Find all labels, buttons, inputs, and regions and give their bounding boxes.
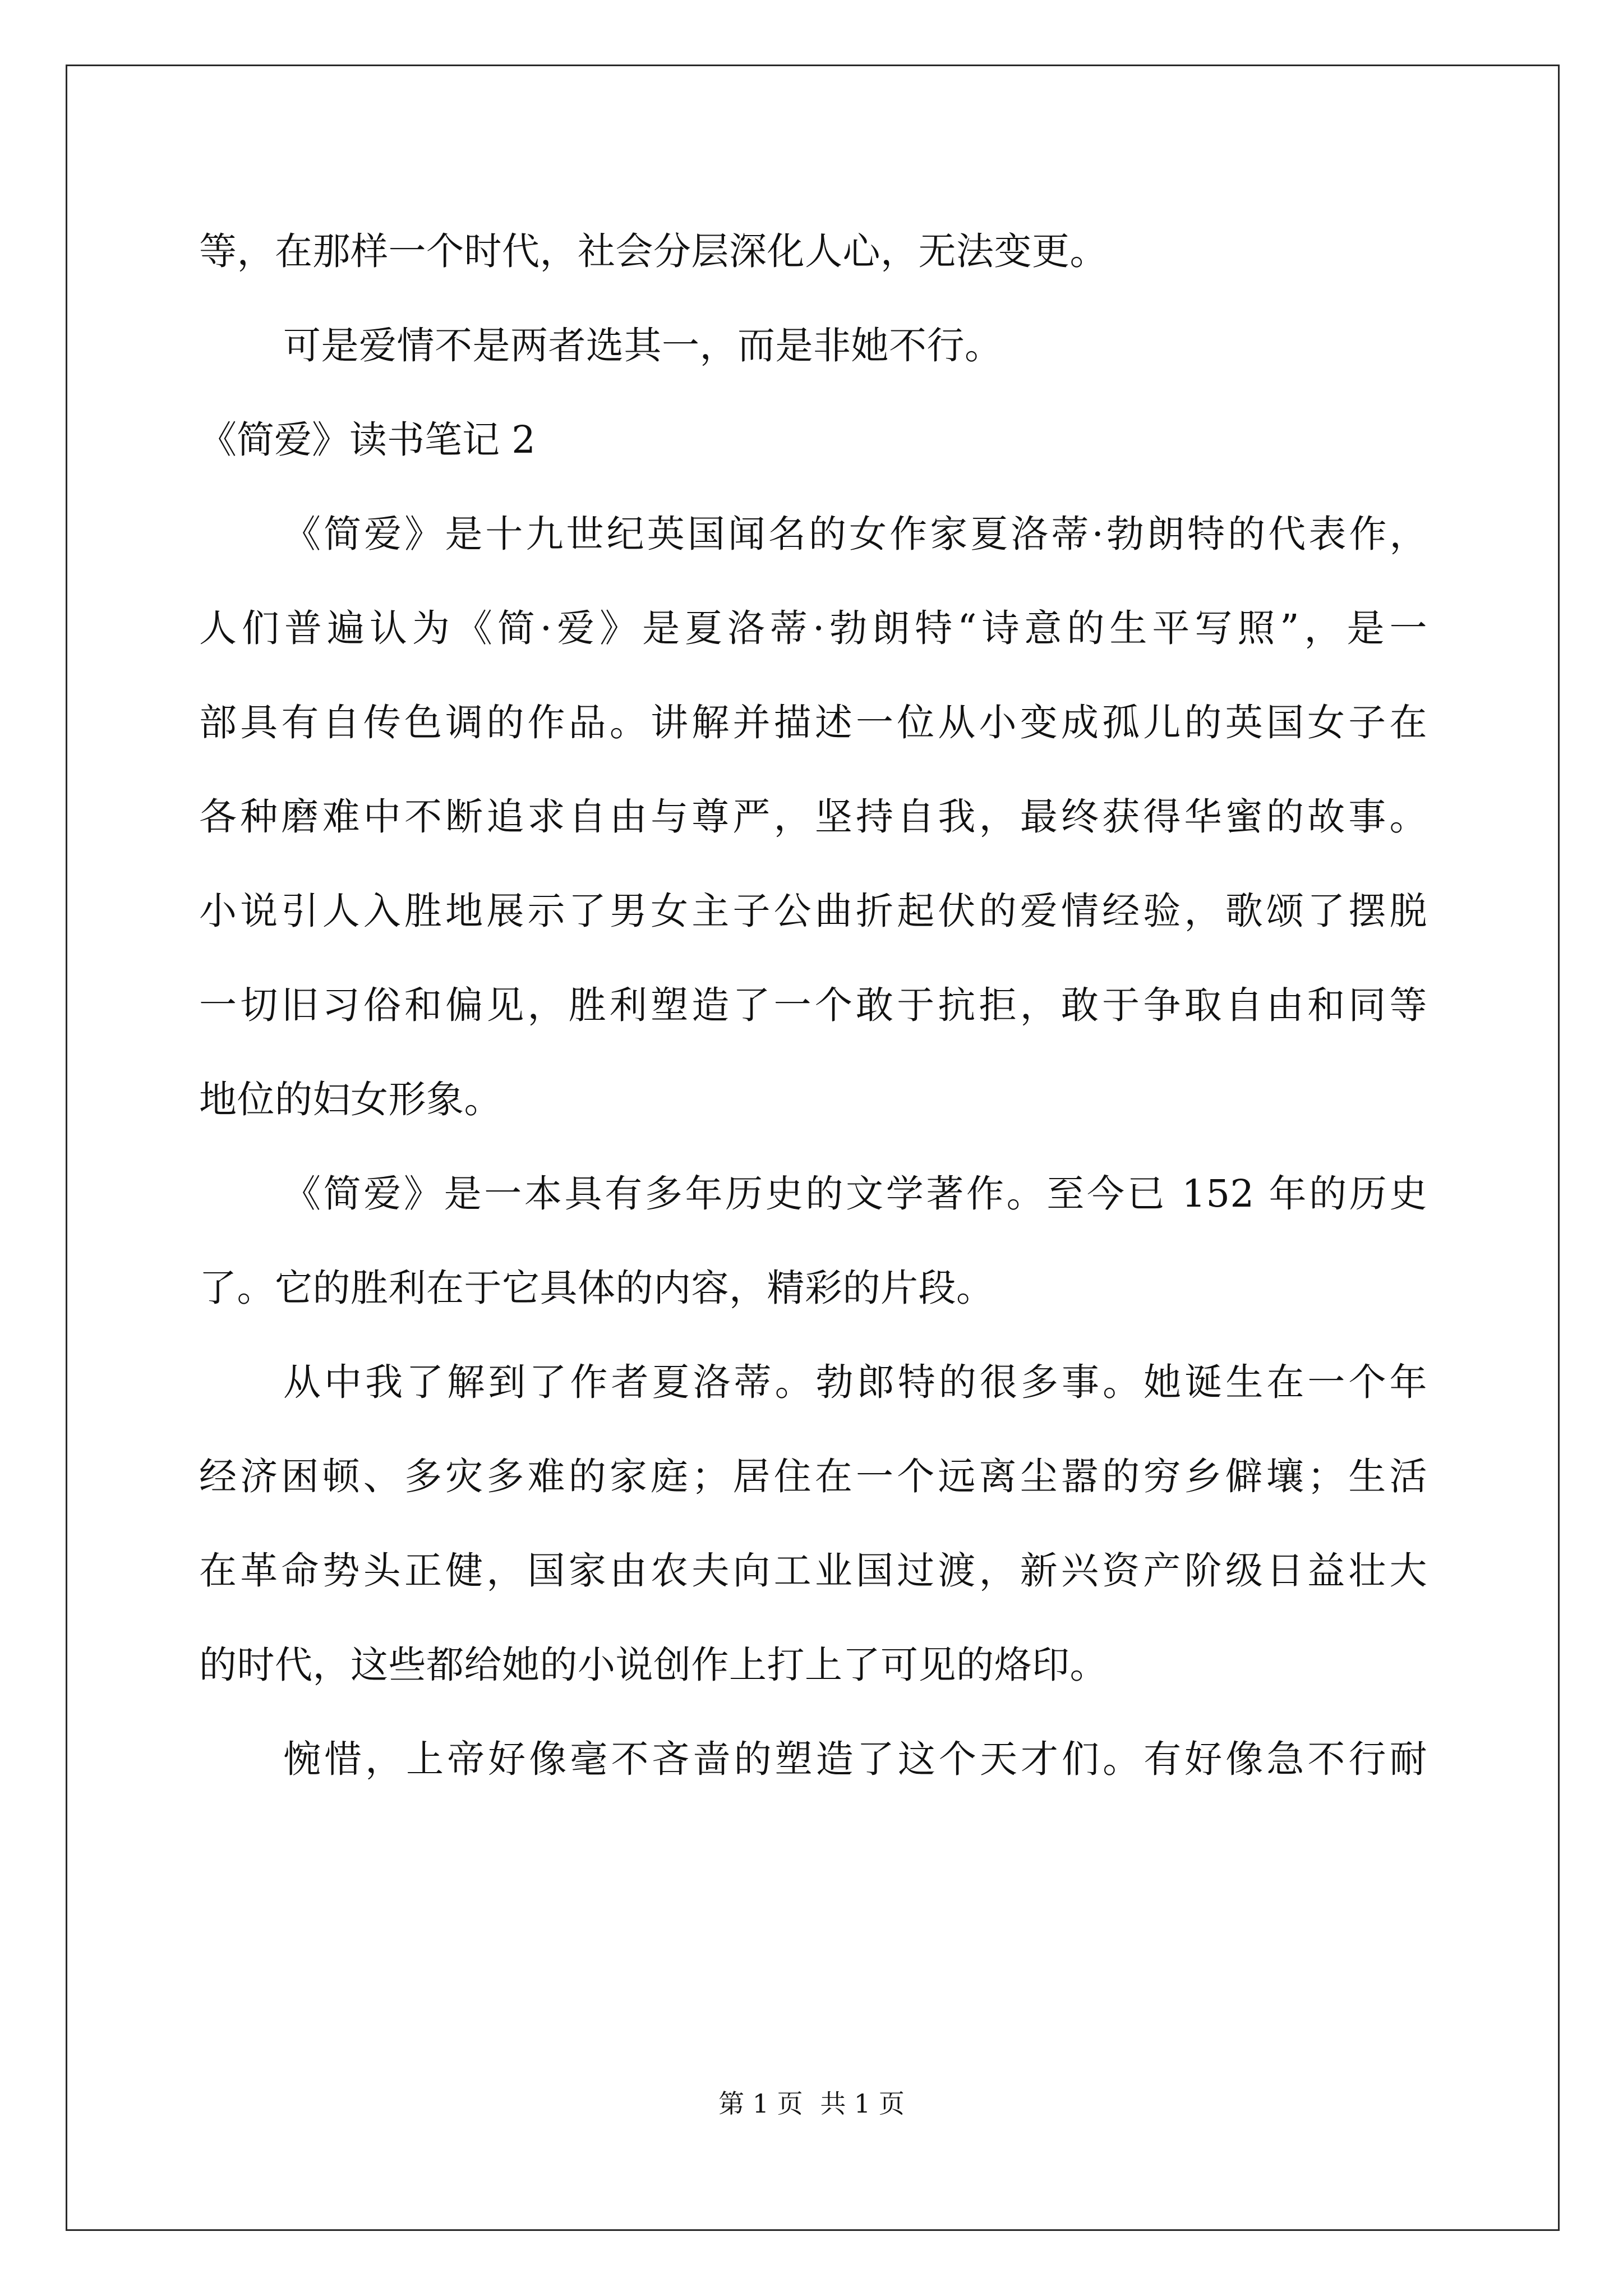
section-heading: 《简爱》读书笔记 2 bbox=[199, 418, 536, 462]
text-line: 部具有自传色调的作品。讲解并描述一位从小变成孤儿的英国女子在 bbox=[199, 701, 1427, 744]
text-line: 从中我了解到了作者夏洛蒂。勃郎特的很多事。她诞生在一个年 bbox=[283, 1360, 1427, 1404]
text-line: 了。它的胜利在于它具体的内容，精彩的片段。 bbox=[199, 1266, 994, 1310]
text-line: 《简爱》是一本具有多年历史的文学著作。至今已 152 年的历史 bbox=[283, 1172, 1427, 1216]
text-line: 小说引人入胜地展示了男女主子公曲折起伏的爱情经验，歌颂了摆脱 bbox=[199, 889, 1427, 933]
page-total: 共 1 页 bbox=[820, 2088, 905, 2119]
document-body bbox=[199, 204, 1427, 1806]
text-line: 等，在那样一个时代，社会分层深化人心，无法变更。 bbox=[199, 229, 1108, 273]
text-line: 惋惜，上帝好像毫不吝啬的塑造了这个天才们。有好像急不行耐 bbox=[283, 1737, 1427, 1781]
page-footer bbox=[0, 2087, 1623, 2120]
text-line: 的时代，这些都给她的小说创作上打上了可见的烙印。 bbox=[199, 1643, 1108, 1687]
text-line: 经济困顿、多灾多难的家庭；居住在一个远离尘嚣的穷乡僻壤；生活 bbox=[199, 1455, 1427, 1498]
text-line: 人们普遍认为《简·爱》是夏洛蒂·勃朗特“诗意的生平写照”，是一 bbox=[199, 606, 1427, 650]
text-line: 可是爱情不是两者选其一，而是非她不行。 bbox=[283, 324, 1003, 367]
page-number: 第 1 页 bbox=[718, 2088, 803, 2119]
text-line: 各种磨难中不断追求自由与尊严，坚持自我，最终获得华蜜的故事。 bbox=[199, 795, 1427, 839]
text-line: 在革命势头正健，国家由农夫向工业国过渡，新兴资产阶级日益壮大 bbox=[199, 1549, 1427, 1593]
text-line: 一切旧习俗和偏见，胜利塑造了一个敢于抗拒，敢于争取自由和同等 bbox=[199, 983, 1427, 1027]
text-line: 《简爱》是十九世纪英国闻名的女作家夏洛蒂·勃朗特的代表作， bbox=[283, 512, 1427, 556]
text-line: 地位的妇女形象。 bbox=[199, 1078, 502, 1121]
